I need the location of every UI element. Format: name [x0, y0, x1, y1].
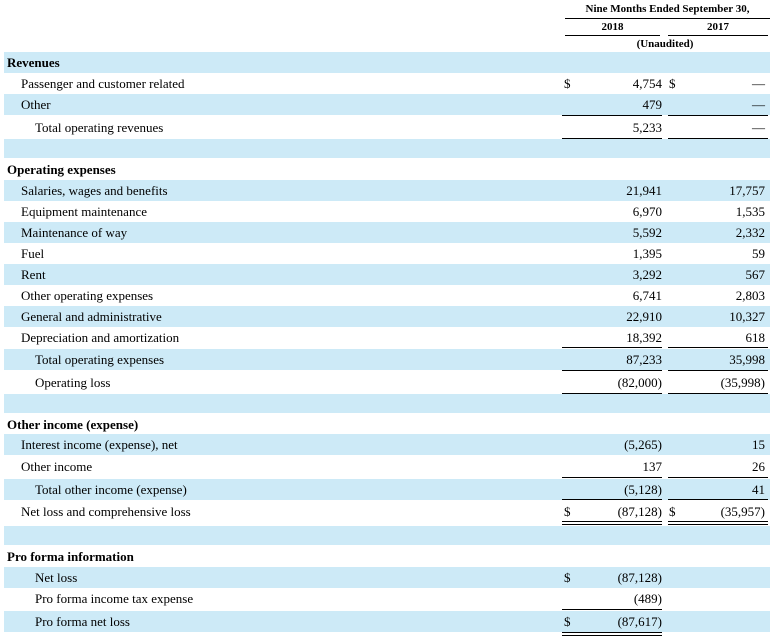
value-2018: 4,754 — [632, 76, 662, 91]
period-header-rule — [565, 18, 770, 19]
table-row — [4, 264, 770, 285]
table-row — [4, 117, 770, 138]
double-underline — [668, 521, 768, 525]
value-2018: (87,128) — [617, 504, 662, 519]
subtotal-rule — [562, 499, 662, 500]
subtotal-rule — [668, 347, 768, 348]
table-row — [4, 327, 770, 348]
table-row — [4, 285, 770, 306]
spacer-row — [4, 394, 770, 413]
row-label: Maintenance of way — [21, 225, 128, 240]
table-row — [4, 567, 770, 588]
currency-2018: $ — [564, 504, 571, 519]
value-2018: (82,000) — [617, 375, 662, 390]
section-heading: Operating expenses — [7, 162, 116, 177]
table-row — [4, 479, 770, 500]
subtotal-rule — [562, 370, 662, 371]
value-2017: — — [752, 97, 765, 112]
table-row — [4, 243, 770, 264]
subtotal-rule — [562, 477, 662, 478]
section-heading: Other income (expense) — [7, 417, 139, 432]
row-label: Fuel — [21, 246, 45, 261]
value-2018: 21,941 — [626, 183, 662, 198]
row-label: Interest income (expense), net — [21, 437, 178, 452]
currency-2017: $ — [669, 76, 676, 91]
value-2018: 22,910 — [626, 309, 662, 324]
row-label: Net loss — [35, 570, 78, 585]
currency-2018: $ — [564, 76, 571, 91]
value-2018: 87,233 — [626, 352, 662, 367]
section-heading: Revenues — [7, 55, 60, 70]
row-label: Pro forma net loss — [35, 614, 130, 629]
double-underline — [562, 521, 662, 525]
row-label: Operating loss — [35, 375, 111, 390]
value-2018: (87,128) — [617, 570, 662, 585]
value-2017: (35,957) — [720, 504, 765, 519]
subtotal-rule — [562, 347, 662, 348]
value-2018: 137 — [642, 459, 662, 474]
opex-heading-row — [4, 159, 770, 180]
row-label: Pro forma income tax expense — [35, 591, 194, 606]
year-2017-rule — [668, 35, 768, 36]
value-2017: 2,803 — [735, 288, 765, 303]
row-label: Other — [21, 97, 51, 112]
value-2017: 35,998 — [729, 352, 765, 367]
value-2017: 26 — [752, 459, 765, 474]
table-row — [4, 94, 770, 115]
period-header: Nine Months Ended September 30, — [585, 3, 750, 15]
table-row — [4, 372, 770, 393]
subtotal-rule — [668, 499, 768, 500]
year-2018-header: 2018 — [601, 21, 624, 33]
row-label: Total operating revenues — [35, 120, 164, 135]
row-label: Other income — [21, 459, 93, 474]
proforma-heading-row — [4, 546, 770, 567]
value-2017: 1,535 — [735, 204, 765, 219]
subtotal-rule — [668, 477, 768, 478]
year-2018-rule — [565, 35, 660, 36]
table-row — [4, 456, 770, 477]
value-2018: 479 — [642, 97, 662, 112]
table-row — [4, 611, 770, 632]
value-2018: 3,292 — [632, 267, 662, 282]
subtotal-rule — [562, 115, 662, 116]
row-label: Net loss and comprehensive loss — [21, 504, 191, 519]
subtotal-rule — [668, 370, 768, 371]
value-2018: 1,395 — [632, 246, 662, 261]
value-2017: 59 — [752, 246, 765, 261]
value-2018: 6,741 — [632, 288, 662, 303]
other-income-heading-row — [4, 414, 770, 435]
row-label: Equipment maintenance — [21, 204, 147, 219]
subtotal-rule — [562, 609, 662, 610]
table-row — [4, 306, 770, 327]
value-2018: 6,970 — [632, 204, 662, 219]
value-2017: 10,327 — [729, 309, 765, 324]
value-2017: (35,998) — [720, 375, 765, 390]
value-2018: (5,128) — [624, 482, 662, 497]
table-row — [4, 501, 770, 522]
revenues-heading-row — [4, 52, 770, 73]
double-underline — [562, 632, 662, 636]
row-label: Rent — [21, 267, 46, 282]
value-2017: 618 — [745, 330, 765, 345]
value-2018: 5,233 — [632, 120, 662, 135]
row-label: Other operating expenses — [21, 288, 154, 303]
subtotal-rule — [668, 115, 768, 116]
table-row — [4, 349, 770, 370]
value-2017: 567 — [745, 267, 765, 282]
value-2017: 41 — [752, 482, 765, 497]
currency-2018: $ — [564, 570, 571, 585]
value-2017: — — [752, 76, 765, 91]
row-label: Total other income (expense) — [35, 482, 187, 497]
table-row — [4, 222, 770, 243]
row-label: Passenger and customer related — [21, 76, 185, 91]
year-2017-header: 2017 — [707, 21, 729, 33]
spacer-row — [4, 139, 770, 158]
table-row — [4, 588, 770, 609]
value-2017: 17,757 — [729, 183, 765, 198]
value-2017: — — [752, 120, 765, 135]
value-2018: 18,392 — [626, 330, 662, 345]
table-row — [4, 180, 770, 201]
currency-2018: $ — [564, 614, 571, 629]
row-label: Salaries, wages and benefits — [21, 183, 168, 198]
table-row — [4, 73, 770, 94]
value-2018: 5,592 — [632, 225, 662, 240]
value-2017: 2,332 — [735, 225, 765, 240]
value-2018: (489) — [633, 591, 662, 606]
value-2018: (87,617) — [617, 614, 662, 629]
unaudited-label: (Unaudited) — [636, 38, 694, 50]
value-2017: 15 — [752, 437, 765, 452]
row-label: Depreciation and amortization — [21, 330, 180, 345]
table-row — [4, 434, 770, 455]
currency-2017: $ — [669, 504, 676, 519]
table-row — [4, 201, 770, 222]
row-label: General and administrative — [21, 309, 162, 324]
spacer-row — [4, 526, 770, 545]
row-label: Total operating expenses — [35, 352, 165, 367]
section-heading: Pro forma information — [7, 549, 134, 564]
value-2018: (5,265) — [624, 437, 662, 452]
